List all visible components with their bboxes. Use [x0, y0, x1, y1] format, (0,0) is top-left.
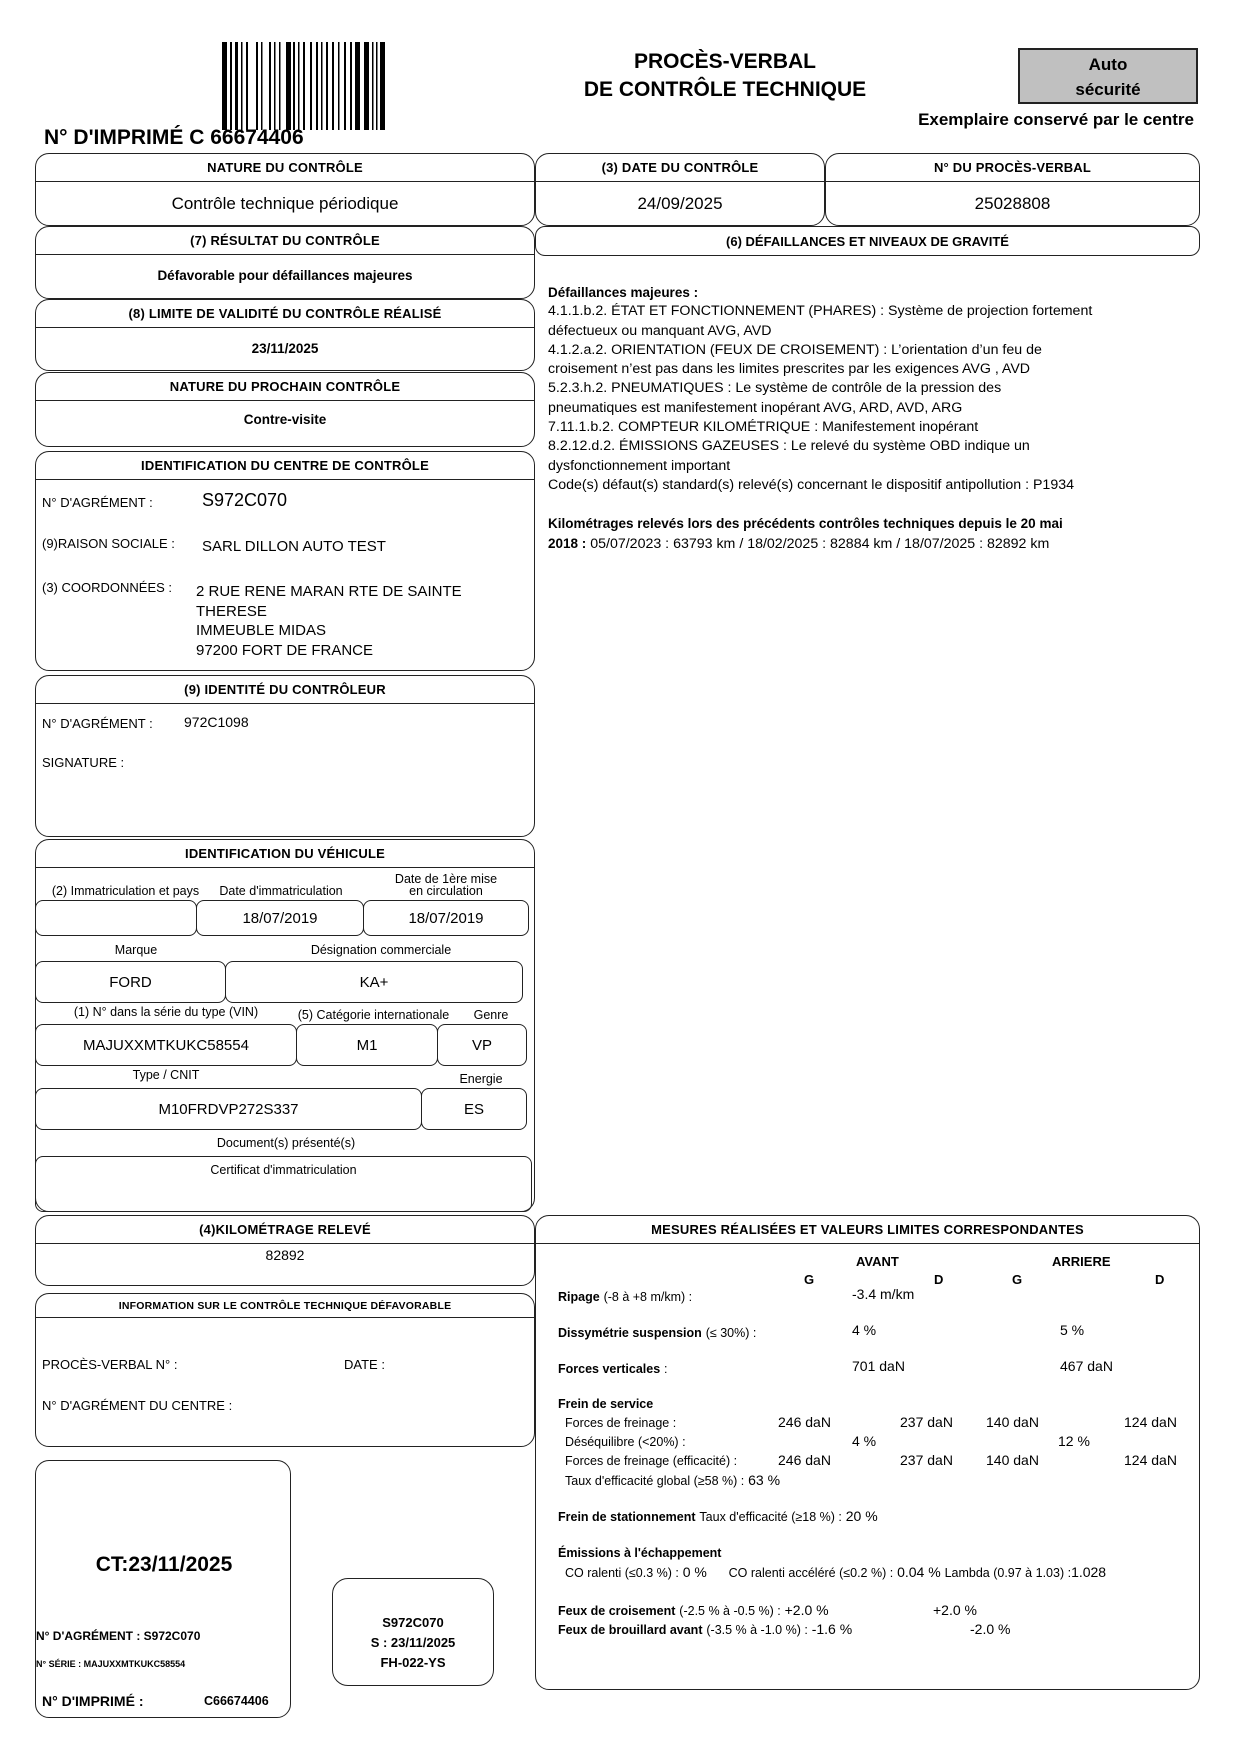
title-line-1: PROCÈS-VERBAL — [633, 50, 817, 73]
coord-line: THERESE — [196, 602, 267, 620]
prochain-controle-value: Contre-visite — [243, 411, 327, 427]
dissym-ar: 5 % — [1060, 1322, 1085, 1338]
croisement-row — [558, 1602, 829, 1618]
centre-agrement-label: N° D'AGRÉMENT : — [42, 495, 153, 510]
limite-validite-box — [35, 299, 535, 371]
energie-label: Energie — [459, 1072, 503, 1086]
croisement-d: +2.0 % — [933, 1602, 977, 1618]
sticker-text — [333, 1613, 493, 1673]
forces-eff-ar-g: 140 daN — [986, 1452, 1039, 1468]
centre-label: IDENTIFICATION DU CENTRE DE CONTRÔLE — [36, 452, 534, 480]
forces-vert-limit: : — [664, 1362, 668, 1376]
defaillance-line: 7.11.1.b.2. COMPTEUR KILOMÉTRIQUE : Manifestement inopérant — [548, 419, 979, 436]
defaillances-label: (6) DÉFAILLANCES ET NIVEAUX DE GRAVITÉ — [726, 233, 1009, 249]
date-immat-label: Date d'immatriculation — [219, 884, 343, 898]
forces-freinage-av-g: 246 daN — [778, 1414, 831, 1430]
coordonnees-label: (3) COORDONNÉES : — [42, 580, 173, 595]
title-line-2: DE CONTRÔLE TECHNIQUE — [583, 78, 867, 101]
avant-header: AVANT — [856, 1254, 899, 1269]
croisement-g: +2.0 % — [784, 1602, 829, 1618]
designation-label: Désignation commerciale — [310, 943, 452, 957]
frein-stat-label: Frein de stationnement — [558, 1510, 696, 1524]
av-g-header: G — [804, 1272, 815, 1287]
defaillance-line: Code(s) défaut(s) standard(s) relevé(s) concernant le dispositif antipollution : P1934 — [548, 476, 1074, 493]
signature-label: SIGNATURE : — [42, 755, 125, 770]
date-circ-value: 18/07/2019 — [363, 900, 529, 936]
print-number: N° D'IMPRIMÉ C 66674406 — [44, 126, 304, 149]
nature-controle-value: Contrôle technique périodique — [171, 193, 399, 213]
forces-vert-label: Forces verticales — [558, 1362, 661, 1376]
categorie-label: (5) Catégorie internationale — [297, 1008, 450, 1022]
forces-freinage-ar-g: 140 daN — [986, 1414, 1039, 1430]
emissions-row — [565, 1564, 1106, 1580]
document-title — [560, 48, 890, 104]
kilometrage-value: 82892 — [265, 1247, 305, 1263]
co-ralenti-label: CO ralenti (≤0.3 %) : — [565, 1566, 679, 1580]
defaillance-line: 8.2.12.d.2. ÉMISSIONS GAZEUSES : Le relevé du système OBD indique un — [548, 438, 1030, 455]
forces-eff-ar-d: 124 daN — [1124, 1452, 1177, 1468]
badge-line-1: Auto — [1088, 55, 1128, 74]
km-history-year: 2018 : — [548, 535, 587, 551]
info-defavorable-box — [35, 1293, 535, 1447]
desequilibre-ar: 12 % — [1058, 1433, 1090, 1449]
controleur-agrement-label: N° D'AGRÉMENT : — [42, 716, 153, 731]
brouillard-row — [558, 1621, 852, 1637]
arriere-header: ARRIERE — [1052, 1254, 1111, 1269]
date-circ-label-1: Date de 1ère mise — [394, 872, 498, 886]
limite-validite-value: 23/11/2025 — [251, 340, 319, 356]
vignette-box — [35, 1460, 291, 1718]
taux-global-row — [565, 1472, 780, 1488]
desequilibre-label: Déséquilibre (<20%) : — [565, 1435, 686, 1449]
info-defavorable-label: INFORMATION SUR LE CONTRÔLE TECHNIQUE DÉFAVORABLE — [36, 1294, 534, 1318]
coord-line: 2 RUE RENE MARAN RTE DE SAINTE — [196, 583, 462, 600]
vin-label: (1) N° dans la série du type (VIN) — [73, 1005, 259, 1019]
sticker-line-3: FH-022-YS — [380, 1655, 446, 1670]
mesures-box — [535, 1215, 1200, 1690]
desequilibre-av: 4 % — [852, 1433, 877, 1449]
info-date-label: DATE : — [344, 1357, 385, 1372]
forces-eff-label: Forces de freinage (efficacité) : — [565, 1454, 738, 1468]
vignette-imprime-label: N° D'IMPRIMÉ : — [42, 1693, 144, 1709]
defaillance-line: 5.2.3.h.2. PNEUMATIQUES : Le système de contrôle de la pression des — [548, 380, 1002, 397]
vignette-ct-date: CT:23/11/2025 — [95, 1553, 233, 1576]
date-controle-box — [535, 153, 825, 226]
defaillances-header-box — [535, 226, 1200, 256]
ripage-value: -3.4 m/km — [852, 1286, 915, 1302]
av-d-header: D — [934, 1272, 944, 1287]
nature-controle-label: NATURE DU CONTRÔLE — [36, 154, 534, 182]
prochain-controle-label: NATURE DU PROCHAIN CONTRÔLE — [36, 373, 534, 401]
km-history-line — [548, 534, 1198, 554]
brouillard-limit: (-3.5 % à -1.0 %) : — [706, 1623, 808, 1637]
frein-stat-limit: Taux d'efficacité (≥18 %) : — [699, 1510, 842, 1524]
info-pv-label: PROCÈS-VERBAL N° : — [42, 1357, 178, 1372]
sticker-box — [332, 1578, 494, 1686]
documents-value — [35, 1156, 532, 1212]
copy-note: Exemplaire conservé par le centre — [918, 110, 1194, 129]
vignette-imprime-value: C66674406 — [204, 1694, 269, 1708]
genre-value: VP — [437, 1024, 527, 1066]
limite-validite-label: (8) LIMITE DE VALIDITÉ DU CONTRÔLE RÉALISÉ — [36, 300, 534, 328]
resultat-value: Défavorable pour défaillances majeures — [157, 267, 413, 283]
brouillard-g: -1.6 % — [811, 1621, 853, 1637]
vehicule-label: IDENTIFICATION DU VÉHICULE — [36, 840, 534, 868]
km-history-values: 05/07/2023 : 63793 km / 18/02/2025 : 82884 km / 18/07/2025 : 82892 km — [590, 535, 1050, 552]
mesures-label: MESURES RÉALISÉES ET VALEURS LIMITES CORRESPONDANTES — [536, 1216, 1199, 1244]
forces-freinage-ar-d: 124 daN — [1124, 1414, 1177, 1430]
dissym-label: Dissymétrie suspension — [558, 1326, 702, 1340]
energie-value: ES — [421, 1088, 527, 1130]
numero-pv-box — [825, 153, 1200, 226]
brouillard-label: Feux de brouillard avant — [558, 1623, 703, 1637]
frein-service-label: Frein de service — [558, 1397, 654, 1411]
date-circ-label — [361, 873, 531, 897]
vignette-agrement: N° D'AGRÉMENT : S972C070 — [36, 1629, 201, 1643]
km-history-heading: Kilométrages relevés lors des précédents contrôles techniques depuis le 20 mai — [548, 516, 1063, 532]
forces-eff-av-g: 246 daN — [778, 1452, 831, 1468]
centre-box — [35, 451, 535, 671]
forces-vert-row — [558, 1360, 668, 1376]
numero-pv-value: 25028808 — [974, 193, 1051, 213]
date-immat-value: 18/07/2019 — [196, 900, 364, 936]
croisement-limit: (-2.5 % à -0.5 %) : — [679, 1604, 781, 1618]
controleur-agrement-value: 972C1098 — [184, 714, 249, 730]
date-circ-label-2: en circulation — [409, 884, 483, 898]
coord-line: 97200 FORT DE FRANCE — [196, 641, 374, 659]
vehicule-box — [35, 839, 535, 1212]
centre-agrement-value: S972C070 — [202, 490, 288, 510]
frein-stat-value: 20 % — [845, 1508, 878, 1524]
co-acc-value: 0.04 % — [897, 1564, 941, 1580]
marque-label: Marque — [114, 943, 158, 957]
auto-securite-badge — [1018, 48, 1198, 104]
ripage-row — [558, 1288, 692, 1304]
coordonnees-value — [196, 582, 462, 660]
dissym-av: 4 % — [852, 1322, 877, 1338]
cnit-value: M10FRDVP272S337 — [35, 1088, 422, 1130]
defaillance-line: 4.1.2.a.2. ORIENTATION (FEUX DE CROISEMENT) : L’orientation d’un feu de — [548, 341, 1042, 358]
sticker-line-1: S972C070 — [382, 1615, 444, 1630]
vin-value: MAJUXXMTKUKC58554 — [35, 1024, 297, 1066]
resultat-label: (7) RÉSULTAT DU CONTRÔLE — [36, 227, 534, 255]
defaillance-line: 4.1.1.b.2. ÉTAT ET FONCTIONNEMENT (PHARES) : Système de projection fortement — [548, 303, 1093, 320]
barcode — [222, 42, 390, 130]
coord-line: IMMEUBLE MIDAS — [196, 622, 327, 639]
brouillard-d: -2.0 % — [970, 1621, 1011, 1637]
raison-sociale-label: (9)RAISON SOCIALE : — [42, 536, 175, 551]
prochain-controle-box — [35, 372, 535, 447]
documents-label: Document(s) présenté(s) — [216, 1136, 356, 1150]
defaillances-heading: Défaillances majeures : — [548, 285, 699, 300]
dissym-limit: (≤ 30%) : — [705, 1326, 757, 1340]
genre-label: Genre — [473, 1008, 509, 1022]
frein-stat-row — [558, 1508, 878, 1524]
info-agrement-label: N° D'AGRÉMENT DU CENTRE : — [42, 1398, 233, 1413]
forces-vert-ar: 467 daN — [1060, 1358, 1113, 1374]
documents-value-text: Certificat d'immatriculation — [210, 1163, 357, 1177]
badge-line-2: sécurité — [1075, 80, 1141, 99]
taux-global-label: Taux d'efficacité global (≥58 %) : — [565, 1474, 745, 1488]
defaillance-line: pneumatiques est manifestement inopérant AVG, ARD, AVD, ARG — [548, 399, 963, 416]
kilometrage-box — [35, 1215, 535, 1286]
dissym-row — [558, 1324, 756, 1340]
lambda-value: 1.028 — [1071, 1564, 1107, 1580]
barcode-icon — [222, 42, 390, 130]
immat-value — [35, 900, 197, 936]
ripage-limit: (-8 à +8 m/km) : — [603, 1290, 693, 1304]
nature-controle-box — [35, 153, 535, 226]
forces-vert-av: 701 daN — [852, 1358, 905, 1374]
designation-value: KA+ — [225, 961, 523, 1003]
defaillances-content — [548, 283, 1198, 554]
immat-label: (2) Immatriculation et pays — [51, 884, 200, 898]
ar-g-header: G — [1012, 1272, 1023, 1287]
numero-pv-label: N° DU PROCÈS-VERBAL — [826, 154, 1199, 182]
kilometrage-label: (4)KILOMÉTRAGE RELEVÉ — [36, 1216, 534, 1244]
raison-sociale-value: SARL DILLON AUTO TEST — [202, 538, 386, 555]
vignette-serie: N° SÉRIE : MAJUXXMTKUKC58554 — [36, 1659, 186, 1669]
resultat-box — [35, 226, 535, 299]
co-ralenti-value: 0 % — [682, 1564, 707, 1580]
forces-freinage-av-d: 237 daN — [900, 1414, 953, 1430]
ar-d-header: D — [1155, 1272, 1165, 1287]
categorie-value: M1 — [296, 1024, 438, 1066]
defaillance-line: défectueux ou manquant AVG, AVD — [548, 322, 772, 339]
controleur-box — [35, 675, 535, 837]
sticker-line-2: S : 23/11/2025 — [370, 1635, 456, 1650]
forces-eff-av-d: 237 daN — [900, 1452, 953, 1468]
croisement-label: Feux de croisement — [558, 1604, 676, 1618]
co-acc-label: CO ralenti accéléré (≤0.2 %) : — [728, 1566, 894, 1580]
cnit-label: Type / CNIT — [132, 1068, 200, 1082]
defaillance-line: dysfonctionnement important — [548, 457, 731, 474]
lambda-label: Lambda (0.97 à 1.03) : — [944, 1566, 1072, 1580]
defaillance-line: croisement n’est pas dans les limites prescrites par les exigences AVG , AVD — [548, 361, 1031, 378]
forces-freinage-label: Forces de freinage : — [565, 1416, 677, 1430]
taux-global-value: 63 % — [748, 1472, 781, 1488]
marque-value: FORD — [35, 961, 226, 1003]
emissions-label: Émissions à l'échappement — [558, 1546, 722, 1560]
ripage-label: Ripage — [558, 1290, 600, 1304]
date-controle-value: 24/09/2025 — [637, 193, 723, 213]
date-controle-label: (3) DATE DU CONTRÔLE — [536, 154, 824, 182]
controleur-label: (9) IDENTITÉ DU CONTRÔLEUR — [36, 676, 534, 704]
